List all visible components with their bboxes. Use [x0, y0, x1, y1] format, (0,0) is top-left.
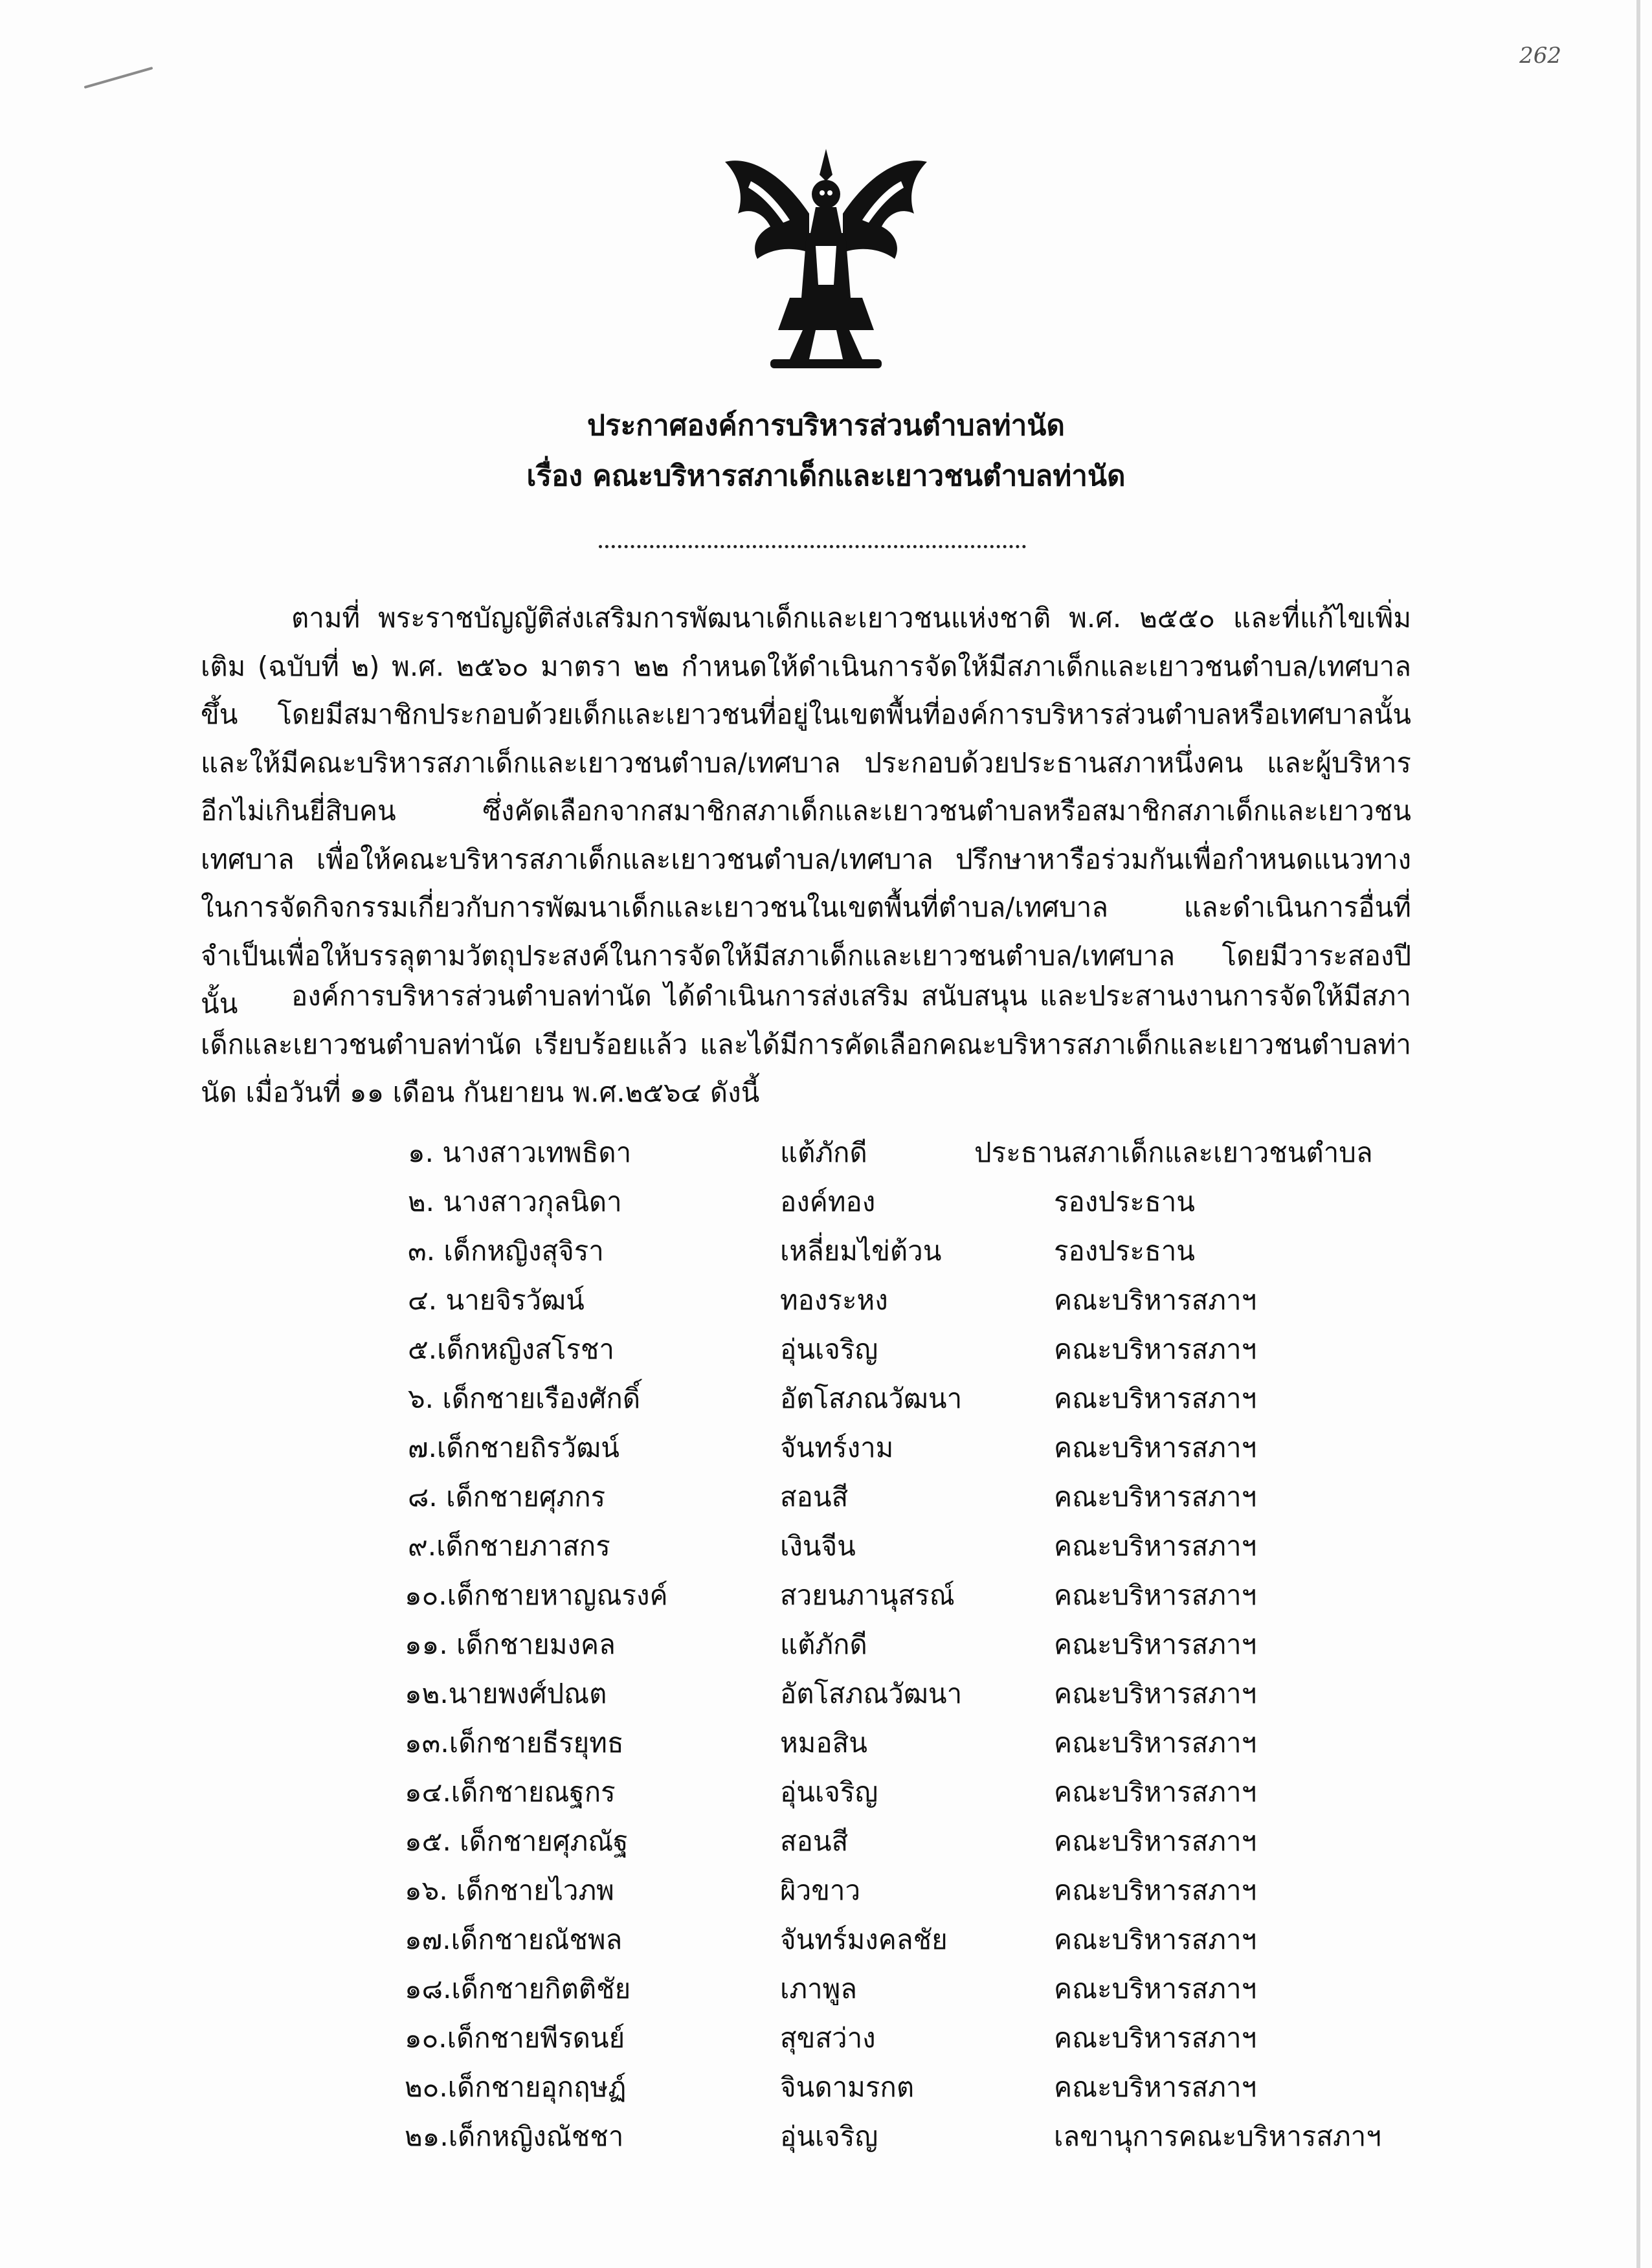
member-row [0, 1623, 1652, 1673]
member-row [0, 1181, 1652, 1230]
member-position: คณะบริหารสภาฯ [1054, 1530, 1257, 1562]
body-paragraph-2: องค์การบริหารส่วนตำบลท่านัด ได้ดำเนินการส่งเสริม สนับสนุน และประสานงานการจัดให้มีสภาเด็กและเยาวชนตำบลท่านัด เรียบร้อยแล้ว และได้มีการคัดเลือกคณะบริหารสภาเด็กและเยาวชนตำบลท่านัด เมื่อวันที่ ๑๑ เดือน กันยายน พ.ศ.๒๕๖๔ ดังนี้ [201, 980, 1411, 1108]
member-surname: จันทร์มงคลชัย [780, 1924, 948, 1955]
member-surname: สุขสว่าง [780, 2022, 876, 2054]
member-row [0, 1377, 1652, 1427]
member-surname: เงินจีน [780, 1530, 856, 1562]
member-position: คณะบริหารสภาฯ [1054, 1924, 1257, 1955]
member-name: ๑๐.เด็กชายหาญณรงค์ [405, 1579, 668, 1611]
member-position: คณะบริหารสภาฯ [1054, 1825, 1257, 1857]
pen-mark [84, 67, 153, 89]
garuda-emblem-icon [712, 136, 940, 382]
member-position: คณะบริหารสภาฯ [1054, 1333, 1257, 1365]
member-row [0, 1279, 1652, 1328]
member-position: คณะบริหารสภาฯ [1054, 1727, 1257, 1759]
member-position: คณะบริหารสภาฯ [1054, 2022, 1257, 2054]
member-surname: ทองระหง [780, 1284, 888, 1316]
member-position: คณะบริหารสภาฯ [1054, 1874, 1257, 1906]
member-position: คณะบริหารสภาฯ [1054, 1383, 1257, 1414]
member-surname: จินดามรกต [780, 2071, 915, 2103]
body-paragraph-1: ตามที่ พระราชบัญญัติส่งเสริมการพัฒนาเด็กและเยาวชนแห่งชาติ พ.ศ. ๒๕๕๐ และที่แก้ไขเพิ่มเติม (ฉบับที่ ๒) พ.ศ. ๒๕๖๐ มาตรา ๒๒ กำหนดให้ดำเนินการจัดให้มีสภาเด็กและเยาวชนตำบล/เทศบาลขึ้น โดยมีสมาชิกประกอบด้วยเด็กและเยาวชนที่อยู่ในเขตพื้นที่องค์การบริหารส่วนตำบลหรือเทศบาลนั้น และให้มีคณะบริหารสภาเด็กและเยาวชนตำบล/เทศบาล ประกอบด้วยประธานสภาหนึ่งคน และผู้บริหารอีกไม่เกินยี่สิบคน ซึ่งคัดเลือกจากสมาชิกสภาเด็กและเยาวชนตำบลหรือสมาชิกสภาเด็กและเยาวชนเทศบาล เพื่อให้คณะบริหารสภาเด็กและเยาวชนตำบล/เทศบาล ปรึกษาหารือร่วมกันเพื่อกำหนดแนวทางในการจัดกิจกรรมเกี่ยวกับการพัฒนาเด็กและเยาวชนในเขตพื้นที่ตำบล/เทศบาล และดำเนินการอื่นที่จำเป็นเพื่อให้บรรลุตามวัตถุประสงค์ในการจัดให้มีสภาเด็กและเยาวชนตำบล/เทศบาล โดยมีวาระสองปี นั้น [201, 602, 1411, 1019]
member-surname: อุ่นเจริญ [780, 1333, 878, 1365]
member-name: ๑๒.นายพงศ์ปณต [405, 1678, 607, 1709]
member-position: คณะบริหารสภาฯ [1054, 1579, 1257, 1611]
member-position: คณะบริหารสภาฯ [1054, 1481, 1257, 1513]
member-name: ๑๑. เด็กชายมงคล [405, 1629, 616, 1660]
member-row [0, 2115, 1652, 2164]
member-name: ๑๕. เด็กชายศุภณัฐ [405, 1825, 629, 1857]
announcement-title: ประกาศองค์การบริหารส่วนตำบลท่านัด [587, 409, 1065, 442]
member-name: ๘. เด็กชายศุภกร [408, 1481, 606, 1513]
member-row [0, 2017, 1652, 2066]
member-row [0, 1722, 1652, 1771]
member-position: รองประธาน [1054, 1186, 1195, 1217]
member-position: รองประธาน [1054, 1235, 1195, 1267]
member-row [0, 1918, 1652, 1968]
member-position: คณะบริหารสภาฯ [1054, 1678, 1257, 1709]
member-surname: แต้ภักดี [780, 1629, 867, 1660]
member-surname: สอนสี [780, 1825, 849, 1857]
member-position: เลขานุการคณะบริหารสภาฯ [1054, 2120, 1381, 2152]
member-name: ๕.เด็กหญิงสโรชา [408, 1333, 615, 1365]
member-surname: สวยนภานุสรณ์ [780, 1579, 955, 1611]
member-name: ๑๔.เด็กชายณฐกร [405, 1776, 616, 1808]
member-name: ๒๐.เด็กชายอุกฤษฏ์ [405, 2071, 627, 2103]
member-name: ๙.เด็กชายภาสกร [408, 1530, 610, 1562]
member-row [0, 1771, 1652, 1820]
member-row [0, 2066, 1652, 2115]
member-row [0, 1820, 1652, 1869]
member-row [0, 1673, 1652, 1722]
member-surname: สอนสี [780, 1481, 849, 1513]
member-surname: องค์ทอง [780, 1186, 876, 1217]
member-surname: อัตโสภณวัฒนา [780, 1383, 963, 1414]
member-name: ๑๐.เด็กชายพีรดนย์ [405, 2022, 625, 2054]
member-name: ๔. นายจิรวัฒน์ [408, 1284, 585, 1316]
member-row [0, 1574, 1652, 1623]
member-position: คณะบริหารสภาฯ [1054, 1776, 1257, 1808]
member-row [0, 1968, 1652, 2017]
member-surname: หมอสิน [780, 1727, 867, 1759]
member-surname: เภาพูล [780, 1973, 858, 2005]
member-name: ๗.เด็กชายถิรวัฒน์ [408, 1432, 620, 1463]
member-surname: เหลี่ยมไข่ต้วน [780, 1235, 942, 1267]
member-row [0, 1131, 1652, 1181]
member-name: ๒. นางสาวกุลนิดา [408, 1186, 622, 1217]
dotted-divider [599, 545, 1026, 548]
member-name: ๑๘.เด็กชายกิตติชัย [405, 1973, 631, 2005]
member-list [0, 1131, 1652, 2167]
member-name: ๖. เด็กชายเรืองศักดิ์ [408, 1383, 641, 1414]
member-name: ๑. นางสาวเทพธิดา [408, 1137, 632, 1168]
member-surname: จันทร์งาม [780, 1432, 894, 1463]
member-surname: อัตโสภณวัฒนา [780, 1678, 963, 1709]
page-number: 262 [1519, 43, 1561, 69]
member-position: คณะบริหารสภาฯ [1054, 1629, 1257, 1660]
member-position: คณะบริหารสภาฯ [1054, 1973, 1257, 2005]
member-position: คณะบริหารสภาฯ [1054, 1432, 1257, 1463]
member-surname: ผิวขาว [780, 1874, 861, 1906]
member-surname: อุ่นเจริญ [780, 2120, 878, 2152]
member-row [0, 1869, 1652, 1918]
member-row [0, 1427, 1652, 1476]
member-name: ๑๓.เด็กชายธีรยุทธ [405, 1727, 624, 1759]
member-row [0, 1525, 1652, 1574]
member-row [0, 1230, 1652, 1279]
member-name: ๒๑.เด็กหญิงณัชชา [405, 2120, 624, 2152]
member-surname: อุ่นเจริญ [780, 1776, 878, 1808]
member-name: ๑๗.เด็กชายณัชพล [405, 1924, 623, 1955]
announcement-subject: เรื่อง คณะบริหารสภาเด็กและเยาวชนตำบลท่านัด [526, 460, 1126, 493]
member-row [0, 1476, 1652, 1525]
member-row [0, 1328, 1652, 1377]
member-name: ๑๖. เด็กชายไวภพ [405, 1874, 614, 1906]
member-position: คณะบริหารสภาฯ [1054, 1284, 1257, 1316]
member-position: ประธานสภาเด็กและเยาวชนตำบล [974, 1137, 1373, 1168]
member-surname: แต้ภักดี [780, 1137, 867, 1168]
member-position: คณะบริหารสภาฯ [1054, 2071, 1257, 2103]
member-name: ๓. เด็กหญิงสุจิรา [408, 1235, 604, 1267]
